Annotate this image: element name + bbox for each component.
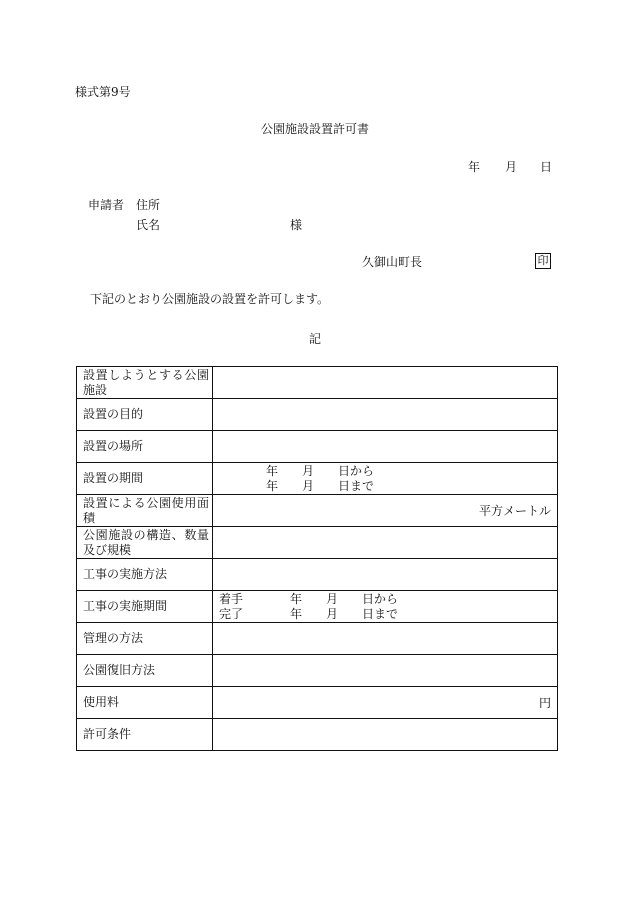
work-start-day: 日から bbox=[362, 592, 399, 606]
row-value-structure bbox=[213, 527, 558, 559]
row-label-structure: 公園施設の構造、数量及び規模 bbox=[77, 527, 213, 559]
table-row bbox=[77, 399, 558, 431]
permit-table bbox=[76, 366, 558, 751]
row-label-work-period: 工事の実施期間 bbox=[77, 591, 213, 623]
table-row bbox=[77, 687, 558, 719]
work-end-year: 年 bbox=[290, 607, 303, 621]
row-value-restoration bbox=[213, 655, 558, 687]
form-number: 様式第9号 bbox=[75, 85, 131, 99]
period-from-month: 月 bbox=[302, 464, 315, 478]
table-row bbox=[77, 463, 558, 495]
row-label-restoration: 公園復旧方法 bbox=[77, 655, 213, 687]
period-from-day: 日から bbox=[338, 464, 375, 478]
address-label: 住所 bbox=[136, 198, 161, 212]
row-label-fee: 使用料 bbox=[77, 687, 213, 719]
work-end-label: 完了 bbox=[219, 607, 244, 621]
row-value-facility bbox=[213, 367, 558, 399]
period-from-year: 年 bbox=[266, 464, 279, 478]
row-label-facility: 設置しようとする公園施設 bbox=[77, 367, 213, 399]
honorific: 様 bbox=[290, 218, 303, 232]
table-row bbox=[77, 655, 558, 687]
work-end-month: 月 bbox=[326, 607, 339, 621]
work-end-day: 日まで bbox=[362, 607, 399, 621]
row-label-purpose: 設置の目的 bbox=[77, 399, 213, 431]
row-label-location: 設置の場所 bbox=[77, 431, 213, 463]
row-value-fee bbox=[213, 687, 558, 719]
row-value-purpose bbox=[213, 399, 558, 431]
intro-sentence: 下記のとおり公園施設の設置を許可します。 bbox=[90, 292, 330, 306]
work-start-label: 着手 bbox=[219, 592, 244, 606]
table-row bbox=[77, 591, 558, 623]
name-label: 氏名 bbox=[136, 218, 161, 232]
date-year: 年 bbox=[468, 160, 481, 174]
row-value-work-method bbox=[213, 559, 558, 591]
row-value-conditions bbox=[213, 719, 558, 751]
period-to-day: 日まで bbox=[338, 479, 375, 493]
row-label-work-method: 工事の実施方法 bbox=[77, 559, 213, 591]
work-start-year: 年 bbox=[290, 592, 303, 606]
area-unit: 平方メートル bbox=[478, 503, 551, 518]
row-value-location bbox=[213, 431, 558, 463]
period-to-year: 年 bbox=[266, 479, 279, 493]
date-month: 月 bbox=[505, 160, 518, 174]
period-to-month: 月 bbox=[302, 479, 315, 493]
table-row bbox=[77, 367, 558, 399]
row-value-work-period bbox=[213, 591, 558, 623]
work-start-month: 月 bbox=[326, 592, 339, 606]
row-label-management: 管理の方法 bbox=[77, 623, 213, 655]
seal-mark: 印 bbox=[535, 253, 551, 269]
table-row bbox=[77, 431, 558, 463]
row-label-period: 設置の期間 bbox=[77, 463, 213, 495]
row-label-area: 設置による公園使用面積 bbox=[77, 495, 213, 527]
document-title: 公園施設設置許可書 bbox=[260, 122, 369, 136]
table-row bbox=[77, 623, 558, 655]
row-label-conditions: 許可条件 bbox=[77, 719, 213, 751]
ki-heading: 記 bbox=[308, 332, 321, 346]
row-value-management bbox=[213, 623, 558, 655]
applicant-label: 申請者 bbox=[88, 198, 125, 212]
issuer-mayor: 久御山町長 bbox=[362, 255, 423, 269]
table-row bbox=[77, 495, 558, 527]
fee-unit: 円 bbox=[538, 695, 551, 710]
table-row bbox=[77, 559, 558, 591]
row-value-area bbox=[213, 495, 558, 527]
table-row bbox=[77, 719, 558, 751]
table-row bbox=[77, 527, 558, 559]
date-day: 日 bbox=[540, 160, 553, 174]
row-value-period bbox=[213, 463, 558, 495]
